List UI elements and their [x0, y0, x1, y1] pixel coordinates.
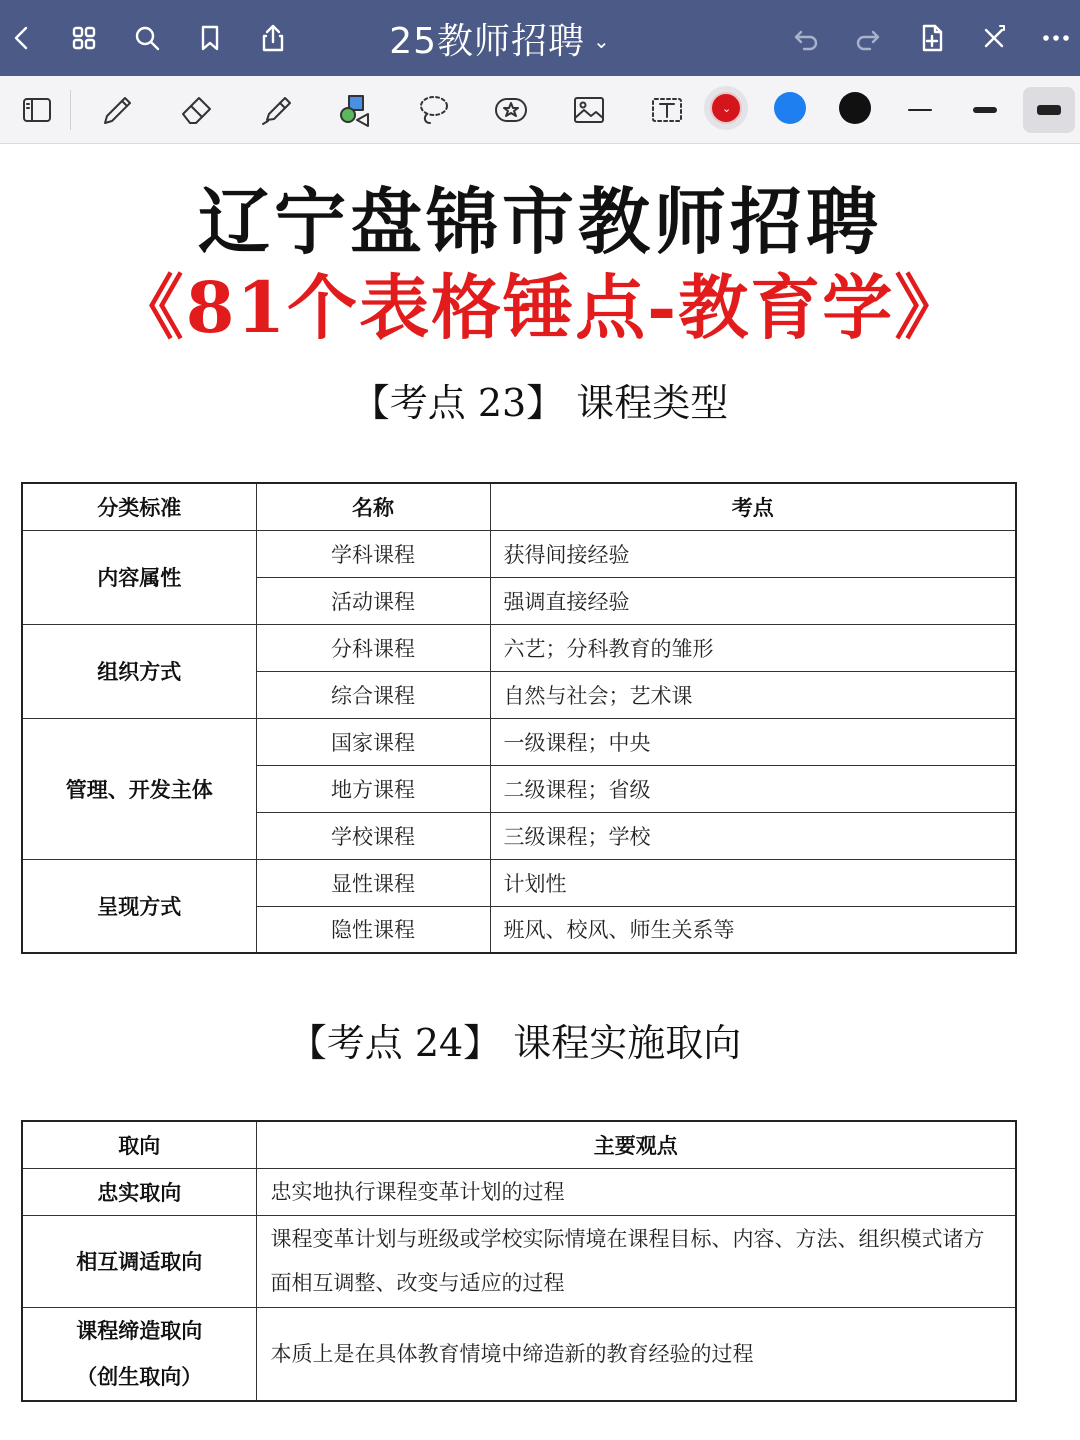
point-cell: 二级课程；省级	[490, 765, 1016, 812]
name-cell: 隐性课程	[256, 906, 490, 953]
chevron-down-icon: ⌄	[722, 102, 732, 115]
point-cell: 班风、校风、师生关系等	[490, 906, 1016, 953]
page-title: 辽宁盘锦市教师招聘	[197, 180, 882, 264]
orientation-cell	[22, 1307, 256, 1401]
share-icon[interactable]	[253, 18, 293, 58]
image-icon[interactable]	[564, 86, 614, 134]
stroke-medium-line	[973, 107, 997, 113]
column-header: 分类标准	[22, 483, 256, 530]
sticker-icon[interactable]	[486, 86, 536, 134]
page-subtitle: 《81个表格锤点-教育学》	[113, 266, 967, 349]
point-cell: 三级课程；学校	[490, 812, 1016, 859]
orientation-cell: 相互调适取向	[22, 1215, 256, 1307]
chevron-down-icon: ⌄	[593, 29, 611, 53]
shapes-icon[interactable]	[330, 86, 380, 134]
name-cell: 学科课程	[256, 530, 490, 577]
table-header-row	[22, 483, 1016, 530]
point-cell: 自然与社会；艺术课	[490, 671, 1016, 718]
name-cell: 地方课程	[256, 765, 490, 812]
redo-icon[interactable]	[848, 18, 888, 58]
view-cell: 忠实地执行课程变革计划的过程	[256, 1168, 1016, 1215]
column-header: 考点	[490, 483, 1016, 530]
search-icon[interactable]	[127, 18, 167, 58]
color-swatch-blue[interactable]	[774, 92, 806, 124]
color-swatch-black[interactable]	[839, 92, 871, 124]
eraser-icon[interactable]	[172, 86, 222, 134]
view-cell: 本质上是在具体教育情境中缔造新的教育经验的过程	[256, 1307, 1016, 1401]
stroke-thick-line	[1037, 105, 1061, 115]
course-types-table	[21, 482, 1017, 954]
highlighter-icon[interactable]	[252, 86, 302, 134]
point-cell: 一级课程；中央	[490, 718, 1016, 765]
document-title[interactable]	[340, 14, 660, 62]
name-cell: 显性课程	[256, 859, 490, 906]
column-header: 取向	[22, 1121, 256, 1168]
stroke-thin-line	[908, 109, 932, 111]
top-navigation-bar	[0, 0, 1080, 76]
lasso-icon[interactable]	[408, 86, 458, 134]
text-icon[interactable]	[642, 86, 692, 134]
bookmark-icon[interactable]	[190, 18, 230, 58]
back-icon[interactable]	[2, 18, 42, 58]
table-row	[22, 859, 1016, 906]
name-cell: 学校课程	[256, 812, 490, 859]
name-cell: 综合课程	[256, 671, 490, 718]
orientation-alias: （创生取向）	[76, 1364, 203, 1389]
column-header: 名称	[256, 483, 490, 530]
table-row	[22, 1168, 1016, 1215]
view-cell: 课程变革计划与班级或学校实际情境在课程目标、内容、方法、组织模式诸方面相互调整、改变与适应的过程	[256, 1215, 1016, 1307]
color-swatch-red[interactable]	[710, 92, 742, 124]
stroke-thin-option[interactable]	[895, 87, 945, 133]
table-row	[22, 530, 1016, 577]
pen-icon[interactable]	[92, 86, 142, 134]
orientation-label: 课程缔造取向	[76, 1318, 203, 1343]
sidebar-toggle-icon[interactable]	[12, 86, 62, 134]
undo-icon[interactable]	[786, 18, 826, 58]
implementation-orientation-table	[21, 1120, 1017, 1402]
column-header: 主要观点	[256, 1121, 1016, 1168]
grid-icon[interactable]	[64, 18, 104, 58]
category-cell: 组织方式	[22, 624, 256, 718]
table-header-row	[22, 1121, 1016, 1168]
orientation-cell: 忠实取向	[22, 1168, 256, 1215]
name-cell: 国家课程	[256, 718, 490, 765]
close-icon[interactable]	[974, 18, 1014, 58]
name-cell: 分科课程	[256, 624, 490, 671]
point-cell: 获得间接经验	[490, 530, 1016, 577]
name-cell: 活动课程	[256, 577, 490, 624]
category-cell: 管理、开发主体	[22, 718, 256, 859]
more-icon[interactable]	[1036, 18, 1076, 58]
table-row	[22, 1215, 1016, 1307]
category-cell: 内容属性	[22, 530, 256, 624]
document-title-text: 25教师招聘	[389, 20, 586, 62]
section-heading-23: 【考点 23】 课程类型	[351, 381, 729, 425]
table-row	[22, 624, 1016, 671]
stroke-thick-option[interactable]	[1023, 87, 1075, 133]
table-row	[22, 718, 1016, 765]
stroke-medium-option[interactable]	[960, 87, 1010, 133]
point-cell: 六艺；分科教育的雏形	[490, 624, 1016, 671]
table-row	[22, 1307, 1016, 1401]
point-cell: 强调直接经验	[490, 577, 1016, 624]
section-heading-24: 【考点 24】 课程实施取向	[288, 1021, 742, 1065]
category-cell: 呈现方式	[22, 859, 256, 953]
add-page-icon[interactable]	[912, 18, 952, 58]
toolbar-divider	[70, 90, 71, 130]
point-cell: 计划性	[490, 859, 1016, 906]
